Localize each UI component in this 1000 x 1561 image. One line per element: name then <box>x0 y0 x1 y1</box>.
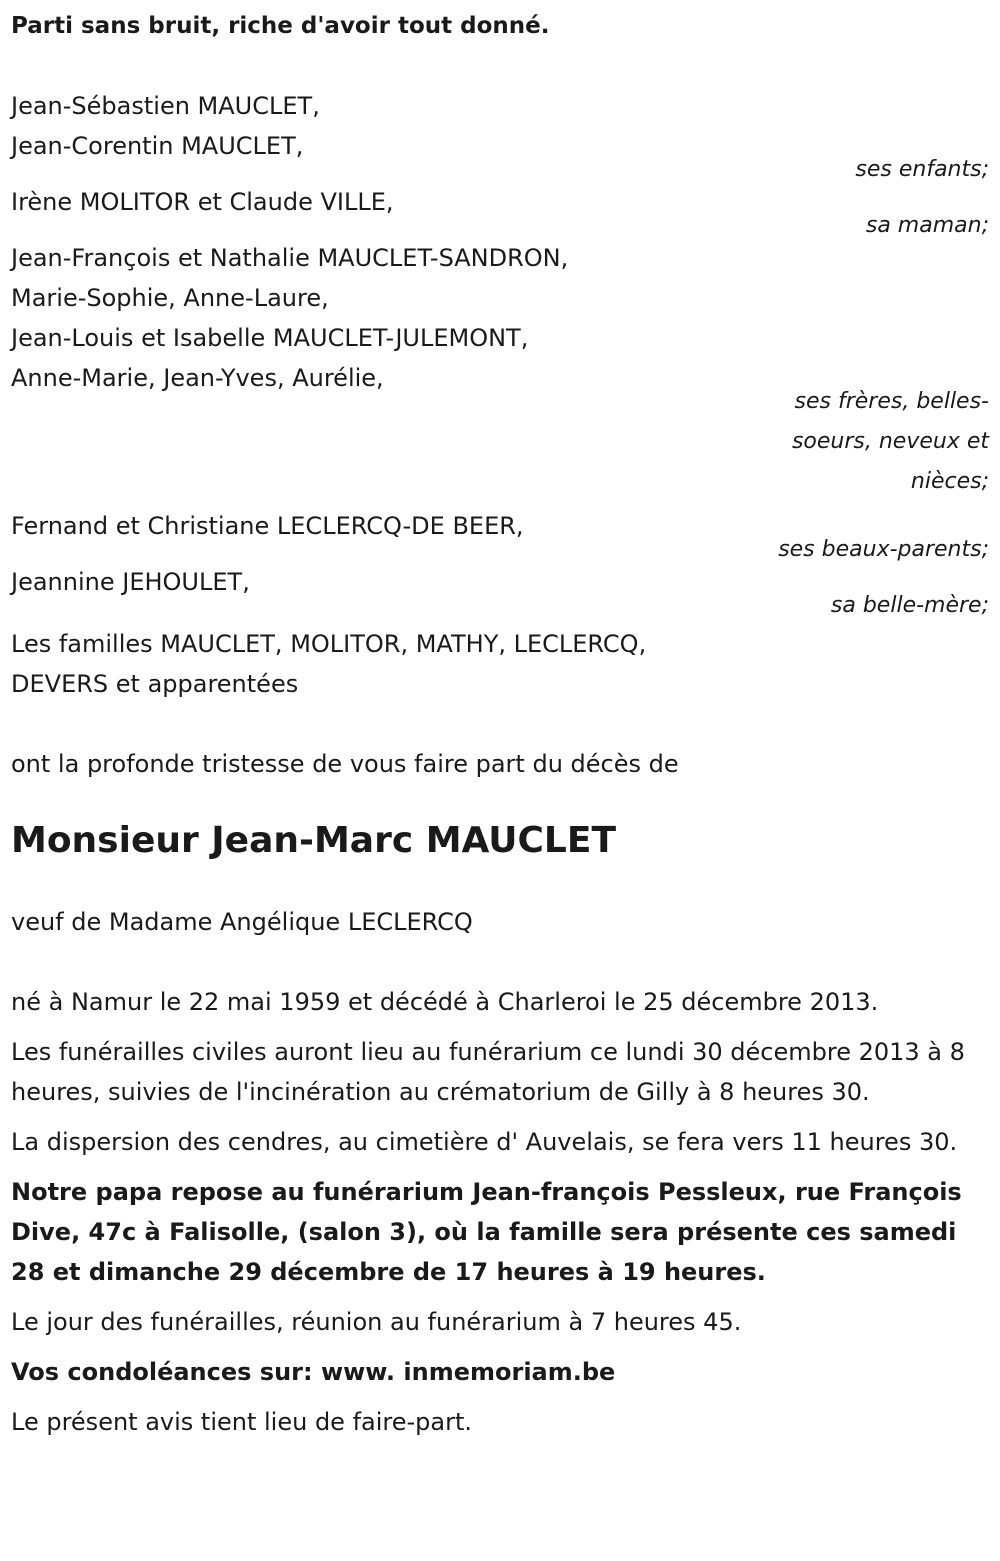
name-line: Jean-Louis et Isabelle MAUCLET-JULEMONT, <box>11 324 529 352</box>
widower-of: veuf de Madame Angélique LECLERCQ <box>11 908 473 936</box>
name-line: Fernand et Christiane LECLERCQ-DE BEER, <box>11 512 524 540</box>
group-children <box>11 86 991 190</box>
obituary-notice <box>11 8 991 1442</box>
relation-label: sa belle-mère; <box>830 593 989 618</box>
epigraph: Parti sans bruit, riche d'avoir tout donné. <box>11 13 550 39</box>
families-line: DEVERS et apparentées <box>11 670 299 698</box>
relation-label: ses beaux-parents; <box>778 537 989 562</box>
visitation-info: Notre papa repose au funérarium Jean-françois Pessleux, rue François Dive, 47c à Falisolle, (salon 3), où la famille sera présente ces samedi 28 et dimanche 29 décembre de 17 heures à 19 heures. <box>11 1178 962 1286</box>
name-line: Jean-François et Nathalie MAUCLET-SANDRON, <box>11 244 569 272</box>
name-line: Jean-Corentin MAUCLET, <box>11 132 304 160</box>
name-line: Jean-Sébastien MAUCLET, <box>11 92 320 120</box>
condolences-info: Vos condoléances sur: www. inmemoriam.be <box>11 1358 616 1386</box>
birth-death: né à Namur le 22 mai 1959 et décédé à Charleroi le 25 décembre 2013. <box>11 988 879 1016</box>
name-line: Irène MOLITOR et Claude VILLE, <box>11 188 394 216</box>
relation-label: sa maman; <box>865 213 989 238</box>
group-parents-in-law <box>11 506 991 570</box>
dispersion-info: La dispersion des cendres, au cimetière d' Auvelais, se fera vers 11 heures 30. <box>11 1128 958 1156</box>
group-families <box>11 624 991 704</box>
funeral-info: Les funérailles civiles auront lieu au funérarium ce lundi 30 décembre 2013 à 8 heures, suivies de l'incinération au crématorium de Gilly à 8 heures 30. <box>11 1038 965 1106</box>
meeting-info: Le jour des funérailles, réunion au funérarium à 7 heures 45. <box>11 1308 742 1336</box>
name-line: Anne-Marie, Jean-Yves, Aurélie, <box>11 364 384 392</box>
relation-label: ses enfants; <box>855 157 989 182</box>
group-mother-in-law <box>11 562 991 626</box>
relation-label: ses frères, belles-soeurs, neveux et nièces; <box>791 389 989 494</box>
announcement: ont la profonde tristesse de vous faire part du décès de <box>11 750 679 778</box>
name-line: Marie-Sophie, Anne-Laure, <box>11 284 329 312</box>
group-siblings <box>11 238 991 502</box>
group-mother <box>11 182 991 246</box>
name-line: Jeannine JEHOULET, <box>11 568 250 596</box>
closing-note: Le présent avis tient lieu de faire-part. <box>11 1408 473 1436</box>
families-line: Les familles MAUCLET, MOLITOR, MATHY, LECLERCQ, <box>11 630 647 658</box>
deceased-name: Monsieur Jean-Marc MAUCLET <box>11 820 617 861</box>
